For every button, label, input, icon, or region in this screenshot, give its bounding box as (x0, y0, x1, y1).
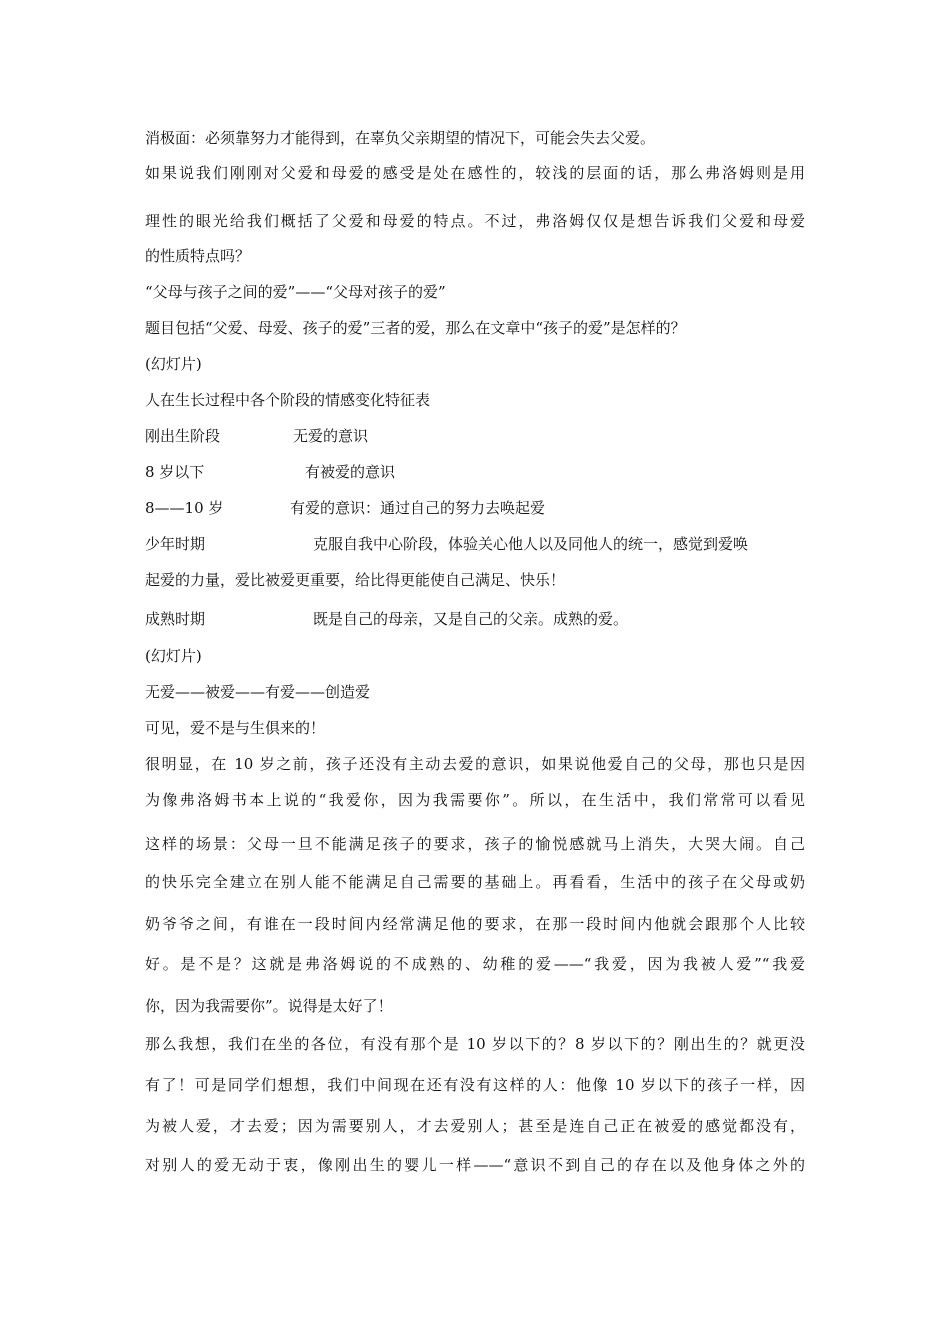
paragraph-line: 很明显，在 10 岁之前，孩子还没有主动去爱的意识，如果说他爱自己的父母，那也只是因 (145, 755, 805, 773)
stage-name: 刚出生阶段 (145, 427, 221, 445)
paragraph-line: 对别人的爱无动于衷，像刚出生的婴儿一样——“意识不到自己的存在以及他身体之外的 (145, 1156, 805, 1174)
stage-desc: 有被爱的意识 (305, 463, 396, 481)
stage-name: 8——10 岁 (145, 499, 224, 517)
paragraph-line: 无爱——被爱——有爱——创造爱 (145, 683, 371, 701)
paragraph-line: 有了！可是同学们想想，我们中间现在还有没有这样的人：他像 10 岁以下的孩子一样，因 (145, 1076, 805, 1094)
paragraph-line: 理性的眼光给我们概括了父爱和母爱的特点。不过，弗洛姆仅仅是想告诉我们父爱和母爱 (145, 212, 805, 230)
paragraph-line: 的快乐完全建立在别人能不能满足自己需要的基础上。再看看，生活中的孩子在父母或奶 (145, 873, 805, 891)
paragraph-line: “父母与孩子之间的爱”——“父母对孩子的爱” (145, 283, 446, 301)
paragraph-line: 题目包括“父爱、母爱、孩子的爱”三者的爱，那么在文章中“孩子的爱”是怎样的？ (145, 319, 686, 337)
stage-name: 少年时期 (145, 535, 206, 553)
stage-desc: 既是自己的母亲，又是自己的父亲。成熟的爱。 (313, 610, 629, 628)
paragraph-line: (幻灯片) (145, 355, 202, 373)
paragraph-line: 可见，爱不是与生俱来的！ (145, 719, 326, 737)
paragraph-line: 你，因为我需要你”。说得是太好了！ (145, 997, 393, 1015)
stage-row (145, 534, 749, 554)
stage-name: 成熟时期 (145, 610, 206, 628)
stage-desc: 起爱的力量，爱比被爱更重要，给比得更能使自己满足、快乐！ (145, 571, 566, 589)
paragraph-line: 为被人爱，才去爱；因为需要别人，才去爱别人；甚至是连自己正在被爱的感觉都没有， (145, 1117, 805, 1135)
paragraph-line: 如果说我们刚刚对父爱和母爱的感受是处在感性的，较浅的层面的话，那么弗洛姆则是用 (145, 164, 805, 182)
paragraph-line: 为像弗洛姆书本上说的“我爱你，因为我需要你”。所以，在生活中，我们常常可以看见 (145, 791, 805, 809)
paragraph-line: 的性质特点吗？ (145, 247, 251, 265)
paragraph-line: 消极面：必须靠努力才能得到，在辜负父亲期望的情况下，可能会失去父爱。 (145, 129, 656, 147)
stage-row (145, 498, 546, 518)
paragraph-line: 那么我想，我们在坐的各位，有没有那个是 10 岁以下的？8 岁以下的？刚出生的？就更没 (145, 1035, 805, 1053)
paragraph-line: 好。是不是？这就是弗洛姆说的不成熟的、幼稚的爱——“我爱，因为我被人爱”“我爱 (145, 955, 805, 973)
stage-row (145, 609, 629, 629)
paragraph-line: 这样的场景：父母一旦不能满足孩子的要求，孩子的愉悦感就马上消失，大哭大闹。自己 (145, 835, 805, 853)
paragraph-line: (幻灯片) (145, 647, 202, 665)
stage-row (145, 426, 369, 446)
paragraph-line: 奶爷爷之间，有谁在一段时间内经常满足他的要求，在那一段时间内他就会跟那个人比较 (145, 915, 805, 933)
stage-row (145, 462, 396, 482)
stage-desc: 无爱的意识 (293, 427, 369, 445)
stage-desc: 克服自我中心阶段，体验关心他人以及同他人的统一，感觉到爱唤 (313, 535, 749, 553)
stage-row (145, 570, 565, 590)
stage-name: 8 岁以下 (145, 463, 205, 481)
stage-desc: 有爱的意识：通过自己的努力去唤起爱 (290, 499, 546, 517)
paragraph-line: 人在生长过程中各个阶段的情感变化特征表 (145, 391, 431, 409)
